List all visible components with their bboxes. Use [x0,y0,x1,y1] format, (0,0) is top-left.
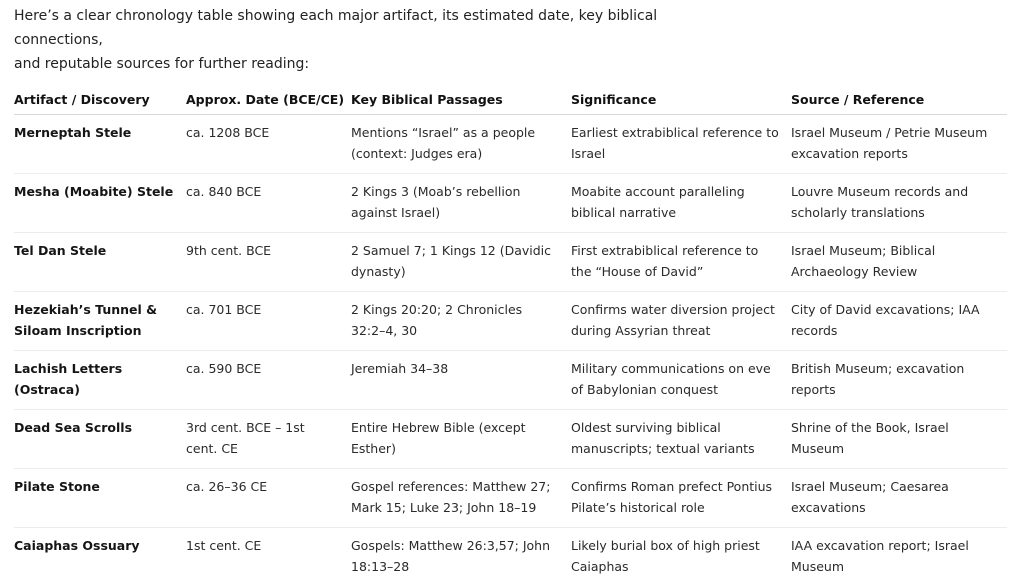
cell-date: ca. 840 BCE [186,174,351,233]
chronology-table [14,84,1007,586]
table-row [14,410,1007,469]
intro-paragraph [14,0,694,76]
cell-date: ca. 590 BCE [186,351,351,410]
cell-source: Shrine of the Book, Israel Museum [791,410,1007,469]
cell-significance: Oldest surviving biblical manuscripts; textual variants [571,410,791,469]
table-row [14,115,1007,174]
header-row [14,84,1007,115]
table-row [14,469,1007,528]
cell-source: IAA excavation report; Israel Museum [791,528,1007,586]
cell-artifact: Tel Dan Stele [14,233,186,292]
cell-significance: Military communications on eve of Babylonian conquest [571,351,791,410]
cell-passages: Gospel references: Matthew 27; Mark 15; Luke 23; John 18–19 [351,469,571,528]
cell-date: ca. 1208 BCE [186,115,351,174]
cell-significance: First extrabiblical reference to the “House of David” [571,233,791,292]
cell-passages: 2 Samuel 7; 1 Kings 12 (Davidic dynasty) [351,233,571,292]
cell-passages: 2 Kings 20:20; 2 Chronicles 32:2–4, 30 [351,292,571,351]
table-body [14,115,1007,586]
header-date: Approx. Date (BCE/CE) [186,84,351,115]
cell-source: Israel Museum / Petrie Museum excavation reports [791,115,1007,174]
header-passages: Key Biblical Passages [351,84,571,115]
cell-artifact: Merneptah Stele [14,115,186,174]
table-row [14,528,1007,586]
cell-date: 1st cent. CE [186,528,351,586]
cell-artifact: Mesha (Moabite) Stele [14,174,186,233]
cell-passages: Mentions “Israel” as a people (context: Judges era) [351,115,571,174]
cell-passages: Gospels: Matthew 26:3,57; John 18:13–28 [351,528,571,586]
cell-artifact: Dead Sea Scrolls [14,410,186,469]
table-row [14,292,1007,351]
cell-passages: 2 Kings 3 (Moab’s rebellion against Israel) [351,174,571,233]
cell-significance: Likely burial box of high priest Caiaphas [571,528,791,586]
cell-date: 3rd cent. BCE – 1st cent. CE [186,410,351,469]
cell-source: Israel Museum; Biblical Archaeology Review [791,233,1007,292]
cell-significance: Earliest extrabiblical reference to Israel [571,115,791,174]
table-row [14,174,1007,233]
cell-date: 9th cent. BCE [186,233,351,292]
cell-significance: Confirms water diversion project during Assyrian threat [571,292,791,351]
intro-line-2: and reputable sources for further reading: [14,56,309,72]
cell-artifact: Lachish Letters (Ostraca) [14,351,186,410]
cell-artifact: Caiaphas Ossuary [14,528,186,586]
table-row [14,233,1007,292]
header-source: Source / Reference [791,84,1007,115]
header-significance: Significance [571,84,791,115]
cell-source: Louvre Museum records and scholarly translations [791,174,1007,233]
cell-passages: Jeremiah 34–38 [351,351,571,410]
intro-line-1: Here’s a clear chronology table showing each major artifact, its estimated date, key biblical connections, [14,8,657,48]
cell-artifact: Pilate Stone [14,469,186,528]
cell-source: Israel Museum; Caesarea excavations [791,469,1007,528]
table-header [14,84,1007,115]
cell-date: ca. 701 BCE [186,292,351,351]
cell-significance: Moabite account paralleling biblical narrative [571,174,791,233]
cell-date: ca. 26–36 CE [186,469,351,528]
cell-passages: Entire Hebrew Bible (except Esther) [351,410,571,469]
cell-source: City of David excavations; IAA records [791,292,1007,351]
header-artifact: Artifact / Discovery [14,84,186,115]
cell-source: British Museum; excavation reports [791,351,1007,410]
table-row [14,351,1007,410]
cell-artifact: Hezekiah’s Tunnel & Siloam Inscription [14,292,186,351]
cell-significance: Confirms Roman prefect Pontius Pilate’s historical role [571,469,791,528]
